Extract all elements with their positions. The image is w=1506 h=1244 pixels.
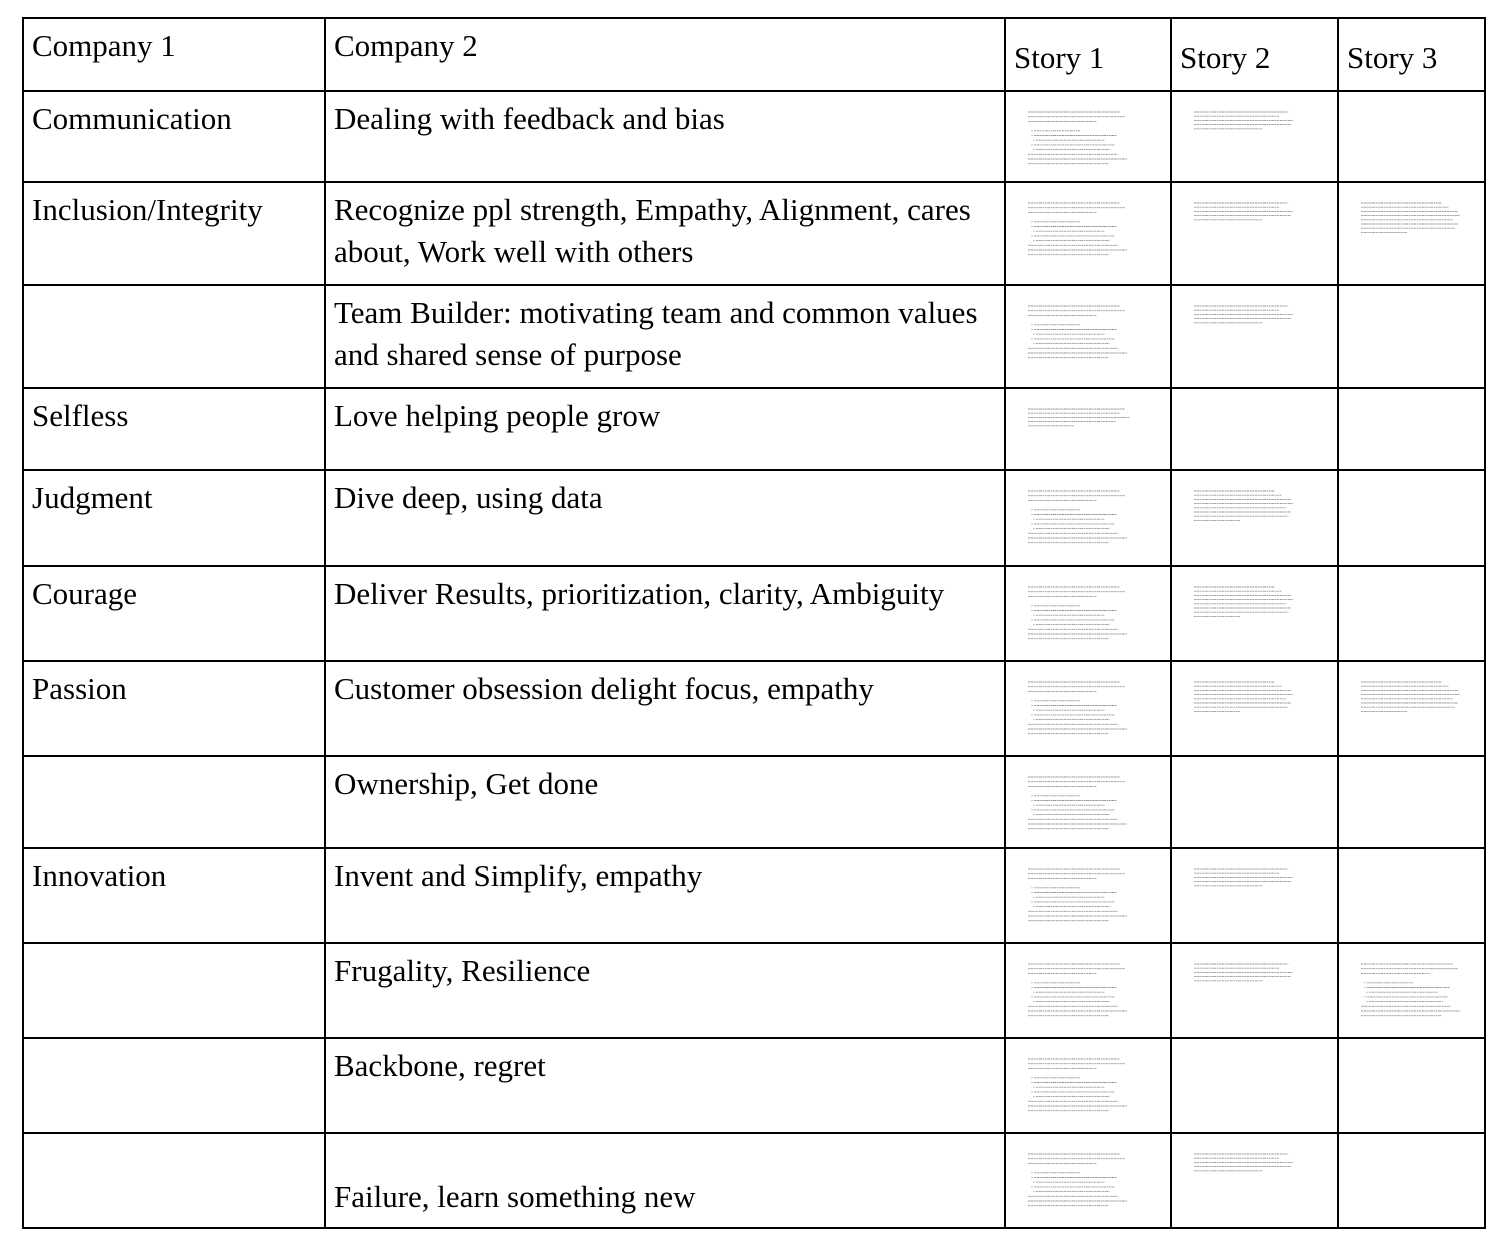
values-stories-table: [22, 17, 1486, 1229]
thumbnail-bullet: [1033, 149, 1034, 150]
story-document-thumbnail: [1194, 110, 1319, 172]
thumbnail-bullet: [1031, 1177, 1032, 1178]
thumbnail-bullet: [1031, 338, 1032, 339]
thumbnail-bullet: [1031, 221, 1032, 222]
story2-cell: [1171, 388, 1338, 470]
story-document-thumbnail: [1028, 304, 1153, 366]
company1-value: [24, 1134, 324, 1140]
company1-cell: [23, 470, 325, 566]
story-document-thumbnail: [1028, 1152, 1153, 1214]
thumbnail-bullet: [1033, 615, 1034, 616]
table-row: [23, 943, 1485, 1038]
company1-value: Courage: [32, 576, 138, 611]
thumbnail-bullet: [1031, 130, 1032, 131]
company1-value: [24, 944, 324, 950]
header-company2-cell: [325, 18, 1005, 91]
company1-cell: [23, 1133, 325, 1228]
story2-cell: [1171, 756, 1338, 848]
thumbnail-bullet: [1031, 901, 1032, 902]
story-document-thumbnail: [1028, 201, 1153, 263]
thumbnail-bullet: [1364, 987, 1365, 988]
story1-cell: [1005, 285, 1171, 388]
company2-value: Failure, learn something new: [334, 1179, 696, 1214]
company1-value: Passion: [32, 671, 127, 706]
company2-cell: [325, 470, 1005, 566]
thumbnail-bullet: [1031, 800, 1032, 801]
thumbnail-bullet: [1031, 887, 1032, 888]
company1-cell: [23, 566, 325, 661]
company2-cell: [325, 182, 1005, 285]
story3-cell: [1338, 182, 1485, 285]
company2-value: Love helping people grow: [334, 398, 661, 433]
story2-cell: [1171, 1133, 1338, 1228]
thumbnail-bullet: [1033, 343, 1034, 344]
company1-value: Communication: [32, 101, 232, 136]
header-story2-cell: [1171, 18, 1338, 91]
thumbnail-bullet: [1033, 814, 1034, 815]
story3-cell: [1338, 1133, 1485, 1228]
thumbnail-bullet: [1033, 519, 1034, 520]
story-document-thumbnail: [1028, 489, 1153, 551]
story3-cell: [1338, 1038, 1485, 1133]
company1-cell: [23, 661, 325, 756]
company1-value: Innovation: [32, 858, 167, 893]
table-row: [23, 661, 1485, 756]
company2-cell: [325, 388, 1005, 470]
header-story3-cell: [1338, 18, 1485, 91]
story-document-thumbnail: [1361, 962, 1485, 1024]
table-row: [23, 566, 1485, 661]
story3-cell: [1338, 470, 1485, 566]
thumbnail-bullet: [1031, 892, 1032, 893]
story3-cell: [1338, 943, 1485, 1038]
thumbnail-bullet: [1031, 795, 1032, 796]
company2-value: Backbone, regret: [334, 1048, 546, 1083]
thumbnail-bullet: [1031, 135, 1032, 136]
company1-value: [24, 286, 324, 292]
company2-cell: [325, 285, 1005, 388]
thumbnail-bullet: [1366, 992, 1367, 993]
thumbnail-bullet: [1031, 809, 1032, 810]
story-document-thumbnail: [1028, 1057, 1153, 1119]
table-row: [23, 756, 1485, 848]
thumbnail-bullet: [1033, 1096, 1034, 1097]
header-company1: Company 1: [32, 28, 176, 63]
header-row: [23, 18, 1485, 91]
thumbnail-bullet: [1031, 619, 1032, 620]
story2-cell: [1171, 182, 1338, 285]
thumbnail-bullet: [1031, 144, 1032, 145]
header-company1-cell: [23, 18, 325, 91]
table-row: [23, 388, 1485, 470]
company1-value: Selfless: [32, 398, 129, 433]
company1-value: [24, 1039, 324, 1045]
thumbnail-bullet: [1031, 987, 1032, 988]
story2-cell: [1171, 943, 1338, 1038]
thumbnail-bullet: [1031, 605, 1032, 606]
thumbnail-bullet: [1033, 240, 1034, 241]
company1-cell: [23, 91, 325, 182]
story2-cell: [1171, 848, 1338, 943]
header-story1-cell: [1005, 18, 1171, 91]
story2-cell: [1171, 285, 1338, 388]
thumbnail-bullet: [1031, 610, 1032, 611]
story3-cell: [1338, 388, 1485, 470]
story3-cell: [1338, 91, 1485, 182]
story2-cell: [1171, 566, 1338, 661]
story-document-thumbnail: [1028, 775, 1153, 837]
company2-value: Invent and Simplify, empathy: [334, 858, 703, 893]
thumbnail-bullet: [1031, 705, 1032, 706]
thumbnail-bullet: [1366, 1001, 1367, 1002]
story1-cell: [1005, 661, 1171, 756]
story1-cell: [1005, 848, 1171, 943]
table-row: [23, 1038, 1485, 1133]
company1-value: [24, 757, 324, 763]
story-document-thumbnail: [1194, 867, 1319, 929]
table-row: [23, 91, 1485, 182]
story-document-thumbnail: [1194, 489, 1319, 551]
thumbnail-bullet: [1031, 523, 1032, 524]
story1-cell: [1005, 566, 1171, 661]
thumbnail-bullet: [1031, 329, 1032, 330]
table-row: [23, 848, 1485, 943]
company2-value: Recognize ppl strength, Empathy, Alignment, cares about, Work well with others: [334, 192, 971, 269]
company2-cell: [325, 943, 1005, 1038]
story-document-thumbnail: [1028, 407, 1153, 469]
thumbnail-bullet: [1364, 982, 1365, 983]
story1-cell: [1005, 182, 1171, 285]
story3-cell: [1338, 756, 1485, 848]
company1-value: Judgment: [32, 480, 153, 515]
company1-cell: [23, 285, 325, 388]
company2-cell: [325, 1133, 1005, 1228]
company1-cell: [23, 182, 325, 285]
story-document-thumbnail: [1194, 1152, 1319, 1214]
thumbnail-bullet: [1031, 324, 1032, 325]
company2-cell: [325, 848, 1005, 943]
story-document-thumbnail: [1194, 304, 1319, 366]
company2-cell: [325, 91, 1005, 182]
thumbnail-bullet: [1033, 897, 1034, 898]
company1-cell: [23, 848, 325, 943]
company2-value: Ownership, Get done: [334, 766, 599, 801]
header-company2: Company 2: [334, 28, 478, 63]
thumbnail-bullet: [1033, 1001, 1034, 1002]
header-story1: Story 1: [1014, 40, 1105, 75]
header-story2: Story 2: [1180, 40, 1271, 75]
thumbnail-bullet: [1033, 528, 1034, 529]
table-row: [23, 285, 1485, 388]
header-story3: Story 3: [1347, 40, 1438, 75]
thumbnail-bullet: [1031, 700, 1032, 701]
thumbnail-bullet: [1033, 805, 1034, 806]
story1-cell: [1005, 91, 1171, 182]
thumbnail-bullet: [1031, 982, 1032, 983]
company2-value: Team Builder: motivating team and common values and shared sense of purpose: [334, 295, 978, 372]
table-row: [23, 182, 1485, 285]
story-document-thumbnail: [1361, 201, 1485, 263]
thumbnail-bullet: [1031, 1091, 1032, 1092]
thumbnail-bullet: [1033, 1087, 1034, 1088]
thumbnail-bullet: [1033, 906, 1034, 907]
thumbnail-bullet: [1033, 334, 1034, 335]
thumbnail-bullet: [1033, 992, 1034, 993]
company2-value: Frugality, Resilience: [334, 953, 591, 988]
story-document-thumbnail: [1194, 201, 1319, 263]
thumbnail-bullet: [1031, 226, 1032, 227]
story1-cell: [1005, 943, 1171, 1038]
story-document-thumbnail: [1361, 680, 1485, 742]
table-row: [23, 470, 1485, 566]
story-document-thumbnail: [1194, 962, 1319, 1024]
story-document-thumbnail: [1194, 680, 1319, 742]
thumbnail-bullet: [1031, 235, 1032, 236]
thumbnail-bullet: [1033, 231, 1034, 232]
story1-cell: [1005, 470, 1171, 566]
story1-cell: [1005, 1038, 1171, 1133]
story3-cell: [1338, 848, 1485, 943]
company1-cell: [23, 943, 325, 1038]
thumbnail-bullet: [1031, 996, 1032, 997]
story2-cell: [1171, 661, 1338, 756]
company2-cell: [325, 566, 1005, 661]
story2-cell: [1171, 470, 1338, 566]
story-document-thumbnail: [1028, 867, 1153, 929]
story1-cell: [1005, 388, 1171, 470]
story2-cell: [1171, 1038, 1338, 1133]
company1-cell: [23, 756, 325, 848]
company1-value: Inclusion/Integrity: [32, 192, 263, 227]
story1-cell: [1005, 756, 1171, 848]
thumbnail-bullet: [1031, 714, 1032, 715]
thumbnail-bullet: [1033, 624, 1034, 625]
thumbnail-bullet: [1033, 719, 1034, 720]
company1-cell: [23, 1038, 325, 1133]
company2-cell: [325, 756, 1005, 848]
thumbnail-bullet: [1033, 140, 1034, 141]
company2-value: Deliver Results, prioritization, clarity, Ambiguity: [334, 576, 945, 611]
thumbnail-bullet: [1364, 996, 1365, 997]
story-document-thumbnail: [1194, 585, 1319, 647]
thumbnail-bullet: [1031, 514, 1032, 515]
company2-value: Customer obsession delight focus, empathy: [334, 671, 874, 706]
story-document-thumbnail: [1028, 962, 1153, 1024]
company2-cell: [325, 1038, 1005, 1133]
company2-value: Dealing with feedback and bias: [334, 101, 725, 136]
story-document-thumbnail: [1028, 680, 1153, 742]
thumbnail-bullet: [1033, 1182, 1034, 1183]
company2-cell: [325, 661, 1005, 756]
thumbnail-bullet: [1031, 1077, 1032, 1078]
story-document-thumbnail: [1028, 585, 1153, 647]
thumbnail-bullet: [1033, 1191, 1034, 1192]
thumbnail-bullet: [1031, 1082, 1032, 1083]
thumbnail-bullet: [1031, 509, 1032, 510]
story-document-thumbnail: [1028, 110, 1153, 172]
story2-cell: [1171, 91, 1338, 182]
story3-cell: [1338, 566, 1485, 661]
thumbnail-bullet: [1031, 1186, 1032, 1187]
thumbnail-bullet: [1031, 1172, 1032, 1173]
table-row: [23, 1133, 1485, 1228]
thumbnail-bullet: [1033, 710, 1034, 711]
story3-cell: [1338, 661, 1485, 756]
story3-cell: [1338, 285, 1485, 388]
company2-value: Dive deep, using data: [334, 480, 603, 515]
story1-cell: [1005, 1133, 1171, 1228]
company1-cell: [23, 388, 325, 470]
